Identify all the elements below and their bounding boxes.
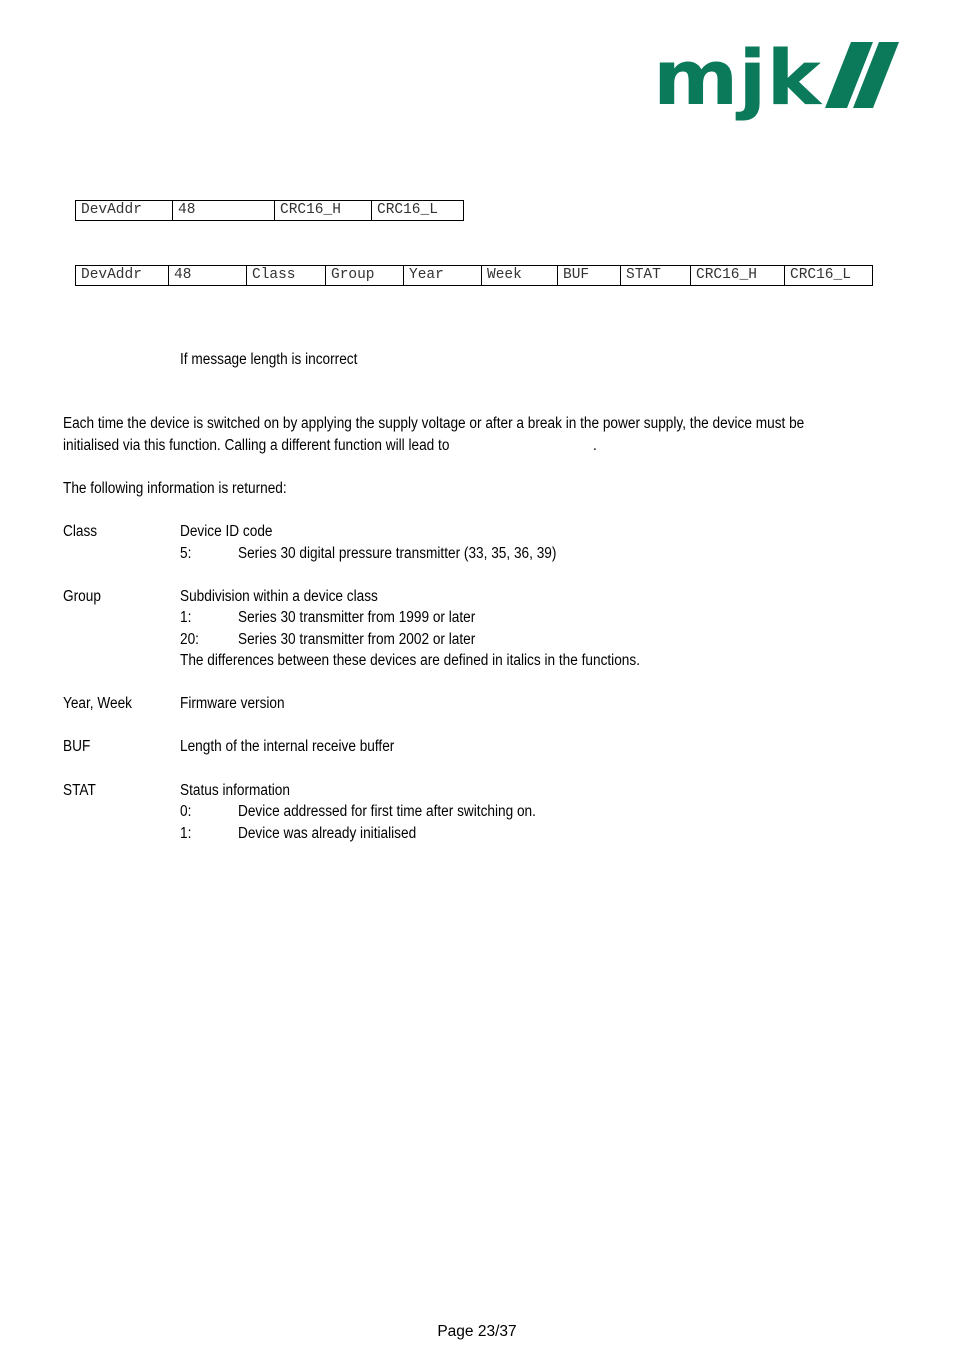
- term-group: Group: [63, 588, 101, 605]
- mjk-logo: [653, 38, 899, 134]
- svg-text:mjk: mjk: [653, 38, 823, 122]
- stat-item-text: Device addressed for first time after switching on.: [238, 803, 536, 820]
- frame-cell-buf: BUF: [558, 266, 621, 286]
- stat-item-code: 0:: [180, 803, 192, 820]
- frame-cell-stat: STAT: [621, 266, 691, 286]
- class-description: Device ID code: [180, 523, 273, 540]
- frame-cell-year: Year: [404, 266, 482, 286]
- frame-cell-crc-low: CRC16_L: [372, 201, 464, 221]
- group-item-text: Series 30 transmitter from 2002 or later: [238, 631, 476, 648]
- frame-cell-devaddr: DevAddr: [76, 201, 173, 221]
- response-frame-table: [75, 265, 873, 286]
- frame-cell-crc-low: CRC16_L: [785, 266, 873, 286]
- term-year-week: Year, Week: [63, 695, 133, 712]
- request-frame-table: [75, 200, 464, 221]
- group-note: The differences between these devices are defined in italics in the functions.: [180, 652, 641, 669]
- stat-item-text: Device was already initialised: [238, 825, 417, 842]
- buf-description: Length of the internal receive buffer: [180, 738, 395, 755]
- group-item-code: 20:: [180, 631, 199, 648]
- intro-line-2-end: .: [593, 437, 597, 454]
- year-week-description: Firmware version: [180, 695, 285, 712]
- class-item-code: 5:: [180, 545, 192, 562]
- group-item-code: 1:: [180, 609, 192, 626]
- stat-description: Status information: [180, 782, 290, 799]
- class-item-text: Series 30 digital pressure transmitter (33, 35, 36, 39): [238, 545, 557, 562]
- frame-cell-week: Week: [482, 266, 558, 286]
- intro-line-2: initialised via this function. Calling a different function will lead to: [63, 437, 450, 454]
- term-stat: STAT: [63, 782, 96, 799]
- frame-cell-crc-high: CRC16_H: [275, 201, 372, 221]
- page-number: Page 23/37: [437, 1323, 517, 1340]
- frame-cell-function: 48: [173, 201, 275, 221]
- frame-cell-devaddr: DevAddr: [76, 266, 169, 286]
- stat-item-code: 1:: [180, 825, 192, 842]
- term-class: Class: [63, 523, 98, 540]
- frame-cell-crc-high: CRC16_H: [691, 266, 785, 286]
- group-description: Subdivision within a device class: [180, 588, 378, 605]
- term-buf: BUF: [63, 738, 91, 755]
- intro-line-1: Each time the device is switched on by applying the supply voltage or after a break in the power supply, the device must be: [63, 415, 805, 432]
- frame-cell-class: Class: [247, 266, 326, 286]
- group-item-text: Series 30 transmitter from 1999 or later: [238, 609, 476, 626]
- error-note: If message length is incorrect: [180, 351, 358, 368]
- frame-cell-group: Group: [326, 266, 404, 286]
- returned-heading: The following information is returned:: [63, 480, 287, 497]
- frame-cell-function: 48: [169, 266, 247, 286]
